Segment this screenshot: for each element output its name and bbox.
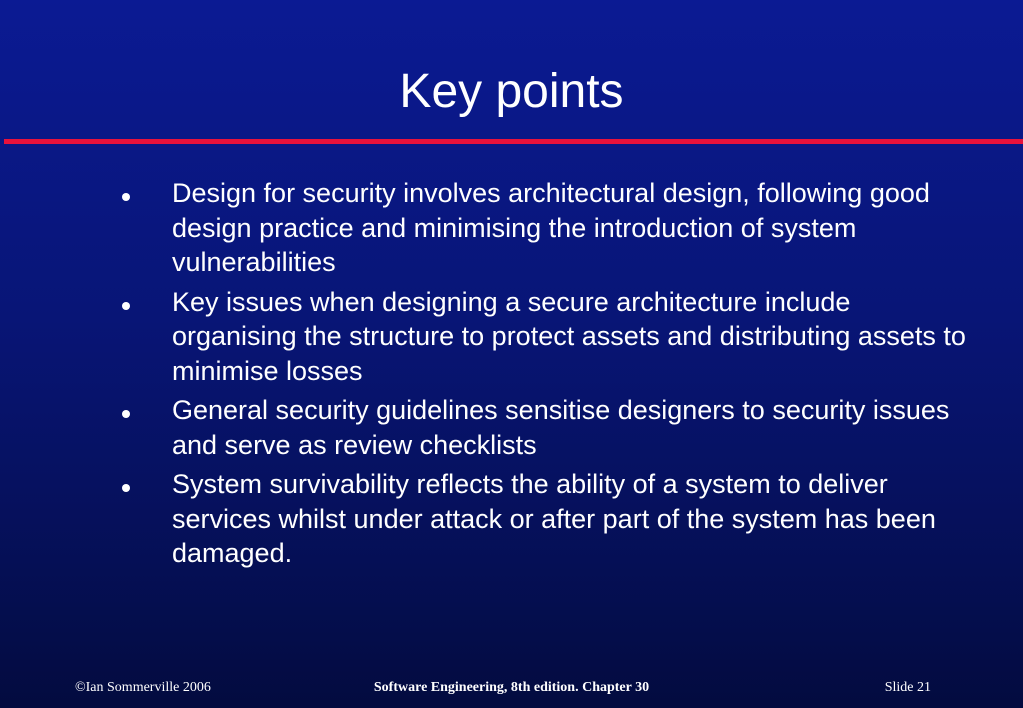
slide-title: Key points	[399, 65, 624, 118]
bullet-dot-icon	[122, 484, 130, 492]
bullet-text: General security guidelines sensitise designers to security issues and serve as review checklists	[172, 395, 950, 460]
bullet-list	[112, 176, 982, 576]
bullet-dot-icon	[122, 302, 130, 310]
bullet-item	[112, 393, 982, 462]
title-divider	[4, 139, 1023, 144]
bullet-item	[112, 285, 982, 389]
footer-book-title: Software Engineering, 8th edition. Chapter 30	[373, 680, 650, 695]
bullet-text: System survivability reflects the ability of a system to deliver services whilst under attack or after part of the system has been damaged.	[172, 469, 936, 568]
bullet-text: Key issues when designing a secure architecture include organising the structure to protect assets and distributing assets to minimise losses	[172, 286, 966, 386]
footer-copyright: ©Ian Sommerville 2006	[75, 680, 211, 695]
bullet-item	[112, 467, 982, 571]
bullet-item	[112, 176, 982, 280]
bullet-text: Design for security involves architectural design, following good design practice and minimising the introduction of system vulnerabilities	[172, 178, 930, 277]
bullet-dot-icon	[122, 410, 130, 418]
footer-slide-number: Slide 21	[884, 680, 931, 695]
bullet-dot-icon	[122, 193, 130, 201]
